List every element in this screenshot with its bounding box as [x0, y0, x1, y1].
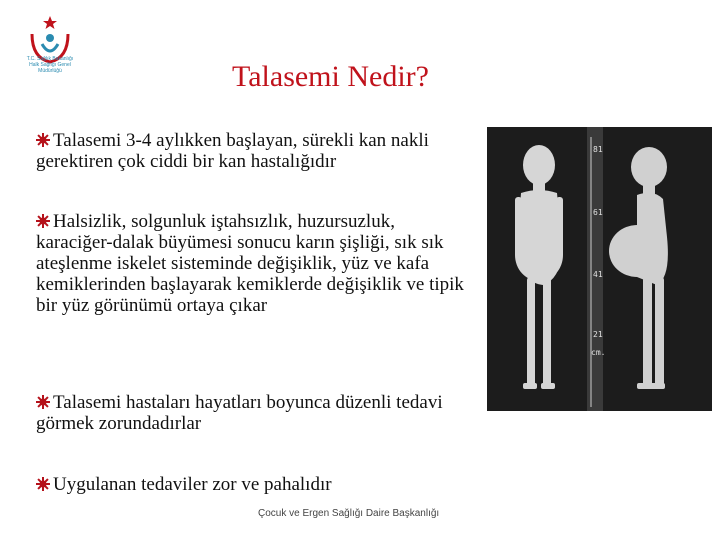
- bullet-marker-icon: [36, 214, 50, 228]
- scale-label: 21: [593, 330, 603, 339]
- bullet-marker-icon: [36, 395, 50, 409]
- bullet-text: Talasemi 3-4 aylıkken başlayan, sürekli kan nakli gerektiren çok ciddi bir kan hastalığıdır: [36, 130, 429, 172]
- bullet-item: [36, 474, 476, 495]
- bullet-item: [36, 392, 476, 434]
- bullet-text: Halsizlik, solgunluk iştahsızlık, huzursuzluk, karaciğer-dalak büyümesi sonucu karın şişliği, sık sık ateşlenme iskelet sisteminde değişiklik, yüz ve kafa kemiklerinden başlayarak kemiklerde değişiklik ve tipik bir yüz görünümü ortaya çıkar: [36, 211, 464, 316]
- patient-photo: [487, 127, 712, 411]
- bullet-marker-icon: [36, 133, 50, 147]
- bullet-marker-icon: [36, 477, 50, 491]
- logo-text: T.C. Sağlık Bakanlığı Halk Sağlığı Genel Müdürlüğü: [26, 56, 74, 74]
- footer-text: Çocuk ve Ergen Sağlığı Daire Başkanlığı: [258, 508, 440, 519]
- scale-label: 61: [593, 208, 603, 217]
- scale-label: cm.: [591, 348, 606, 357]
- bullet-item: [36, 211, 476, 316]
- scale-label: 81: [593, 145, 603, 154]
- bullet-item: [36, 130, 476, 172]
- bullet-text: Uygulanan tedaviler zor ve pahalıdır: [53, 474, 332, 495]
- scale-label: 41: [593, 270, 603, 279]
- slide-title: Talasemi Nedir?: [232, 60, 429, 93]
- bullet-text: Talasemi hastaları hayatları boyunca düzenli tedavi görmek zorundadırlar: [36, 392, 443, 434]
